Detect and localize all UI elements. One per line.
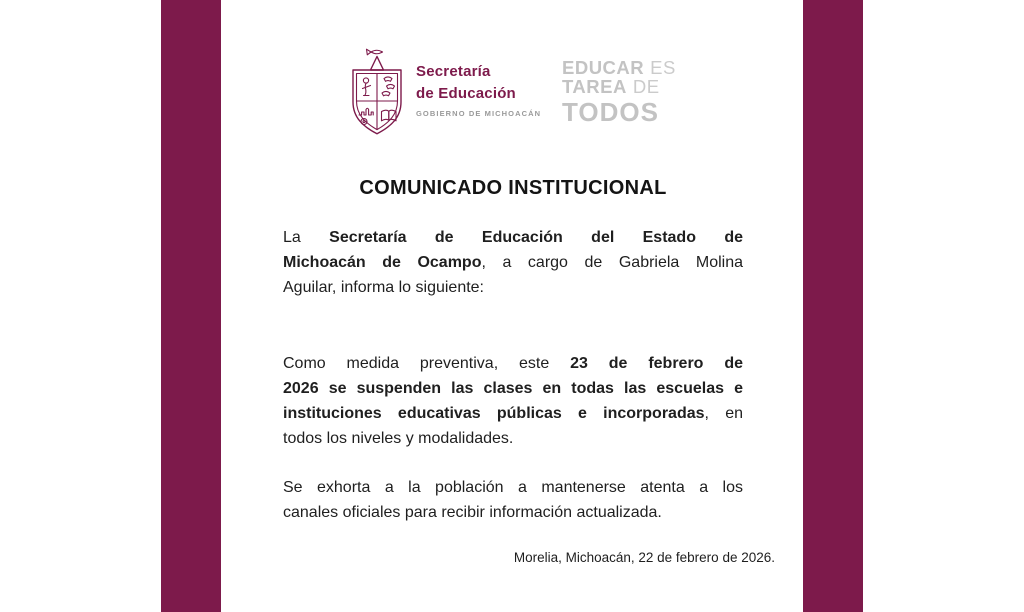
text-line: Se exhorta a la población a mantenerse atenta a los [283, 479, 743, 496]
brand-line-2: de Educación [416, 85, 516, 102]
slogan-word-de: DE [632, 76, 660, 97]
shield-outline [353, 70, 401, 134]
brand-line-1: Secretaría [416, 63, 491, 80]
slogan-word-tarea: TAREA [562, 76, 627, 97]
paragraph-intro [283, 225, 743, 300]
text-line: Como medida preventiva, este 23 de febrero de [283, 355, 743, 372]
text-line: Aguilar, informa lo siguiente: [283, 279, 484, 296]
slogan-row-2 [562, 77, 676, 96]
secretaria-educacion-wordmark [416, 61, 541, 118]
text-line: Michoacán de Ocampo, a cargo de Gabriela Molina [283, 254, 744, 271]
text-line: 2026 se suspenden las clases en todas las escuelas e [283, 380, 743, 397]
paragraph-suspension [283, 351, 743, 451]
paragraph-exhortation [283, 475, 743, 525]
text-line: instituciones educativas públicas e incorporadas, en [283, 405, 743, 422]
michoacan-coat-of-arms-icon [351, 47, 403, 137]
fish-icon [367, 49, 383, 55]
text-line: canales oficiales para recibir información actualizada. [283, 504, 662, 521]
slogan-row-3 [562, 99, 676, 125]
text-line: todos los niveles y modalidades. [283, 430, 514, 447]
communique-title: COMUNICADO INSTITUCIONAL [359, 177, 667, 199]
place-date-line: Morelia, Michoacán, 22 de febrero de 2026. [513, 550, 775, 565]
slogan-row-1 [562, 58, 676, 77]
book-icon [382, 110, 397, 121]
right-accent-bar [803, 0, 863, 612]
slogan-educar-es-tarea-de-todos [562, 58, 676, 125]
slogan-word-es: ES [650, 57, 676, 78]
figure-icon [363, 78, 371, 96]
slogan-word-educar: EDUCAR [562, 57, 645, 78]
left-accent-bar [161, 0, 221, 612]
brand-caption: GOBIERNO DE MICHOACÁN [416, 109, 542, 118]
hats-icon [382, 77, 395, 96]
text-line: La Secretaría de Educación del Estado de [283, 229, 744, 246]
slogan-word-todos: TODOS [562, 97, 659, 127]
hat-icon [371, 57, 384, 71]
